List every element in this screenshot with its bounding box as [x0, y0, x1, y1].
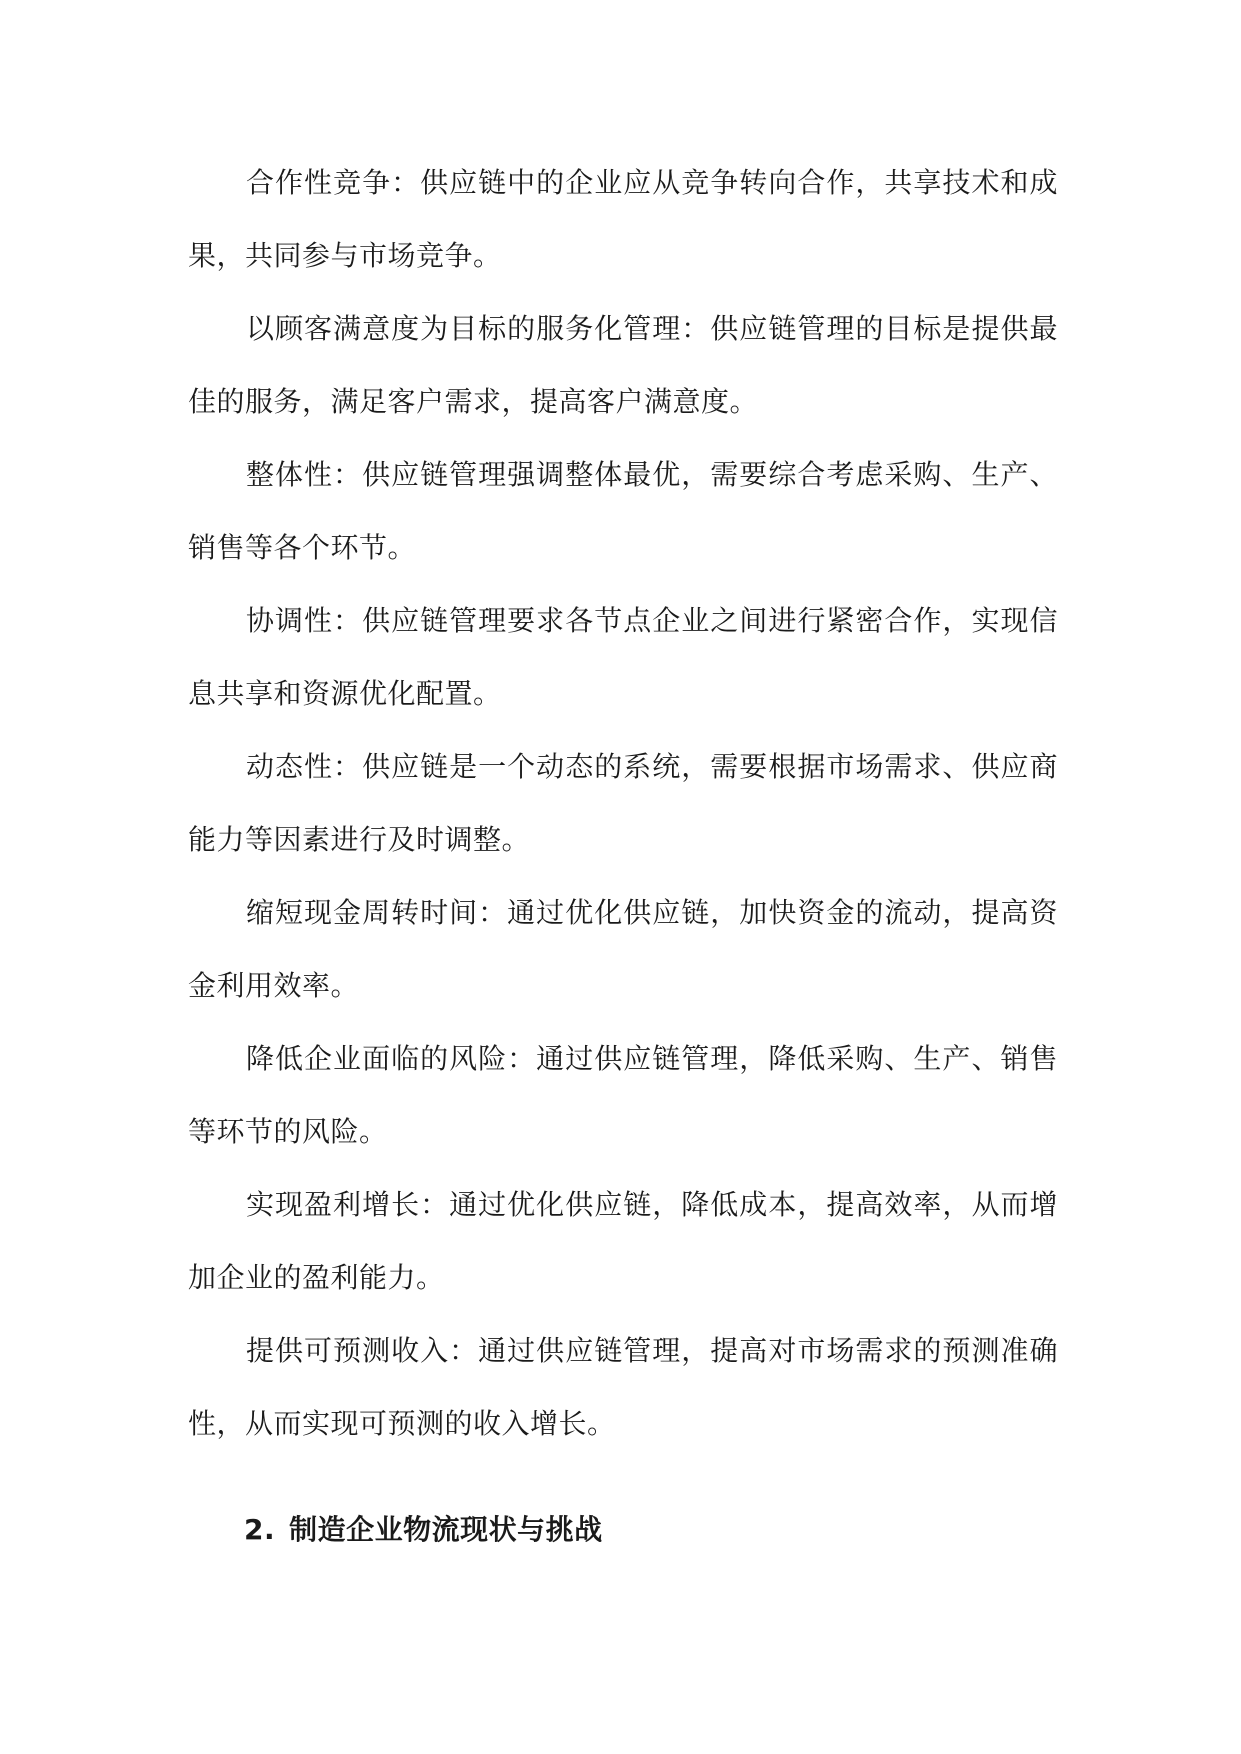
paragraph-cooperative-competition: 合作性竞争：供应链中的企业应从竞争转向合作，共享技术和成果，共同参与市场竞争。	[188, 166, 1058, 272]
section-title: 制造企业物流现状与挑战	[289, 1513, 603, 1546]
paragraph-predictable-revenue: 提供可预测收入：通过供应链管理，提高对市场需求的预测准确性，从而实现可预测的收入增长。	[188, 1334, 1058, 1440]
section-heading	[244, 1510, 603, 1550]
paragraph-risk-reduction: 降低企业面临的风险：通过供应链管理，降低采购、生产、销售等环节的风险。	[188, 1042, 1058, 1148]
paragraph-integrity: 整体性：供应链管理强调整体最优，需要综合考虑采购、生产、销售等各个环节。	[188, 458, 1058, 564]
section-number: 2.	[244, 1513, 276, 1546]
paragraph-profit-growth: 实现盈利增长：通过优化供应链，降低成本，提高效率，从而增加企业的盈利能力。	[188, 1188, 1058, 1294]
paragraph-customer-satisfaction: 以顾客满意度为目标的服务化管理：供应链管理的目标是提供最佳的服务，满足客户需求，提高客户满意度。	[188, 312, 1058, 418]
paragraph-coordination: 协调性：供应链管理要求各节点企业之间进行紧密合作，实现信息共享和资源优化配置。	[188, 604, 1058, 710]
paragraph-cash-cycle: 缩短现金周转时间：通过优化供应链，加快资金的流动，提高资金利用效率。	[188, 896, 1058, 1002]
paragraph-dynamics: 动态性：供应链是一个动态的系统，需要根据市场需求、供应商能力等因素进行及时调整。	[188, 750, 1058, 856]
body-text	[188, 146, 1058, 1460]
